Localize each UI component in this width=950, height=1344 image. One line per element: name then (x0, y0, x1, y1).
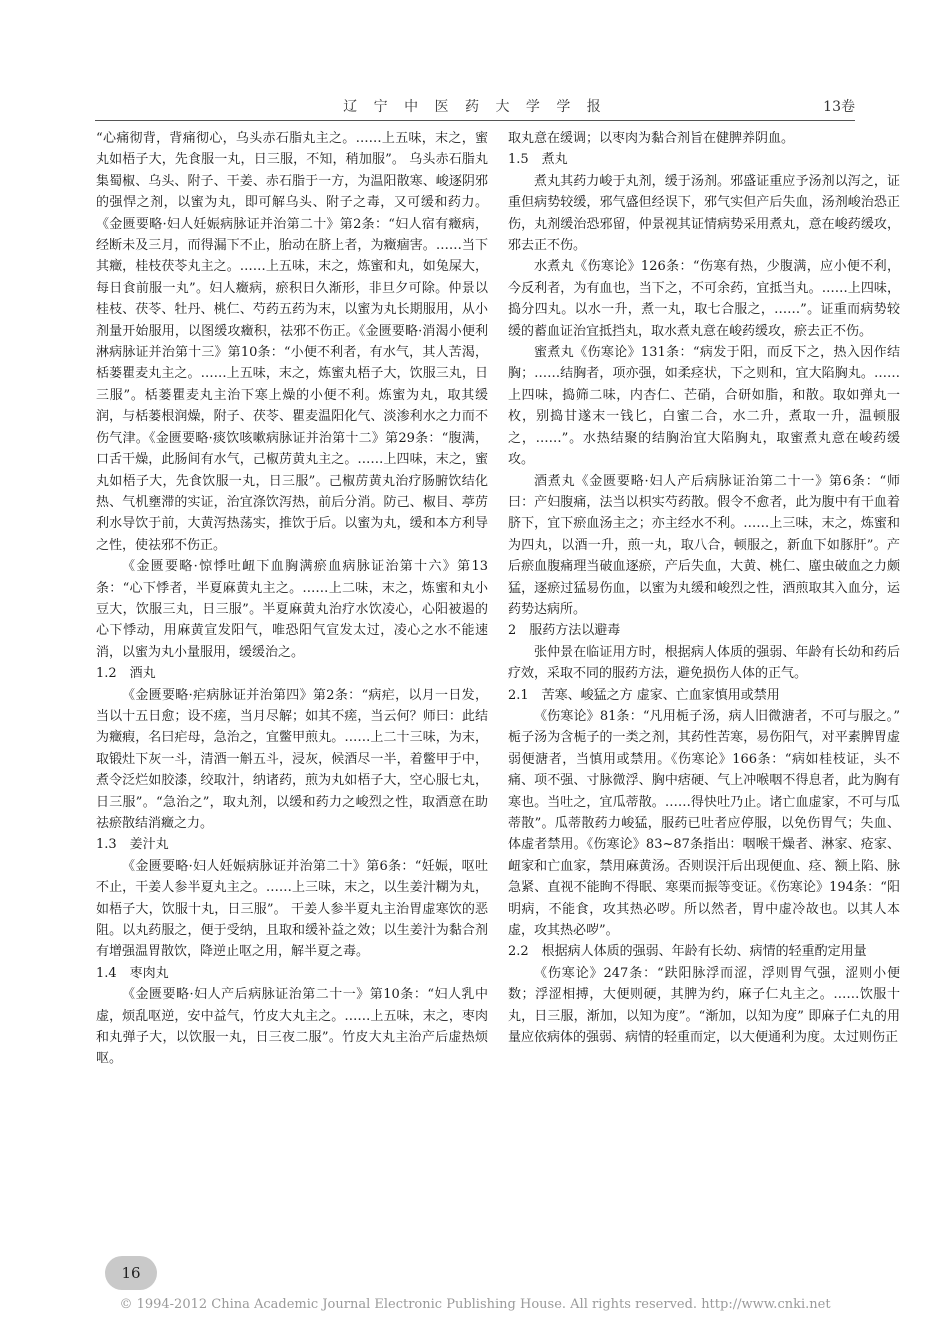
paragraph: 蜜煮丸《伤寒论》131条：“病发于阳，而反下之，热入因作结胸；……结胸者，项亦强，如柔痉状，下之则和，宜大陷胸丸。……上四味，捣筛二味，内杏仁、芒硝，合研如脂，和散。取如弹丸一枚，别捣甘遂末一钱匕，白蜜二合，水二升，煮取一升，温顿服之，……”。水热结聚的结胸治宜大陷胸丸，取蜜煮丸意在峻药缓攻。 (508, 345, 900, 468)
paragraph: 《金匮要略·疟病脉证并治第四》第2条：“病疟，以月一日发，当以十五日愈；设不瘥，当月尽解；如其不瘥，当云何？师曰：此结为癥瘕，名曰疟母，急治之，宜鳖甲煎丸。……上二十三味，为末，取锻灶下灰一斗，清酒一斛五斗，浸灰，候酒尽一半，着鳖甲于中，煮令泛烂如胶漆，绞取汁，纳诸药，煎为丸如梧子大，空心服七丸，日三服”。“急治之”，取丸剂，以缓和药力之峻烈之性，取酒意在助祛瘀散结消癥之力。 (96, 687, 488, 831)
paragraph: 《伤寒论》247条：“趺阳脉浮而涩，浮则胃气强，涩则小便数；浮涩相搏，大便则硬，其脾为约，麻子仁丸主之。……饮服十丸，日三服，渐加，以知为度”。“渐加，以知为度” 即麻子仁丸的用量应依病体的强弱、病情的轻重而定，以大便通利为度。太过则伤正 (508, 965, 900, 1046)
right-column (508, 128, 900, 1048)
copyright-footer: © 1994-2012 China Academic Journal Electronic Publishing House. All rights reserved. http://www.cnki.net (119, 1297, 831, 1312)
section-heading: 2 服药方法以避毒 (508, 623, 621, 639)
page-number: 16 (105, 1256, 157, 1290)
section-heading: 2.2 根据病人体质的强弱、年龄有长幼、病情的轻重酌定用量 (508, 944, 867, 960)
paragraph: 酒煮丸《金匮要略·妇人产后病脉证治第二十一》第6条：“师曰：产妇腹痛，法当以枳实芍药散。假令不愈者，此为腹中有干血着脐下，宜下瘀血汤主之；亦主经水不利。……上三味，末之，炼蜜和为四丸，以酒一升，煎一丸，取八合，顿服之，新血下如豚肝”。产后瘀血腹痛理当破血逐瘀，产后失血，大黄、桃仁、䗪虫破血之力颇猛，逐瘀过猛易伤血，以蜜为丸缓和峻烈之性，酒煎取其入血分，运药势达病所。 (508, 473, 900, 617)
section-heading: 1.2 酒丸 (96, 666, 156, 682)
volume-label: 13卷 (823, 99, 855, 115)
header-rule (95, 120, 855, 121)
section-heading: 1.4 枣肉丸 (96, 965, 169, 981)
paragraph: 张仲景在临证用方时，根据病人体质的强弱、年龄有长幼和药后疗效，采取不同的服药方法，避免损伤人体的正气。 (508, 644, 900, 682)
paragraph: 取丸意在缓调；以枣肉为黏合剂旨在健脾养阴血。 (508, 131, 795, 146)
journal-title: 辽 宁 中 医 药 大 学 学 报 (343, 99, 607, 115)
section-heading: 1.3 姜汁丸 (96, 837, 169, 853)
section-heading: 2.1 苦寒、峻猛之方 虚家、亡血家慎用或禁用 (508, 687, 780, 703)
page-header (0, 92, 950, 122)
paragraph: 煮丸其药力峻于丸剂，缓于汤剂。邪盛证重应予汤剂以泻之，证重但病势较缓，邪气盛但经误下，邪气实但产后失血，汤剂峻治恐正伤，丸剂缓治恐邪留，仲景视其证情病势采用煮丸，意在峻药缓攻，邪去正不伤。 (508, 173, 900, 254)
paragraph: 《金匮要略·妇人妊娠病脉证并治第二十》第6条：“妊娠，呕吐不止，干姜人参半夏丸主之。……上三味，末之，以生姜汁糊为丸，如梧子大，饮服十丸，日三服”。 干姜人参半夏丸主治胃虚寒饮的恶阻。以丸药服之，便于受纳，且取和缓补益之效；以生姜汁为黏合剂有增强温胃散饮，降逆止呕之用，解半夏之毒。 (96, 858, 488, 960)
paragraph: “心痛彻背，背痛彻心，乌头赤石脂丸主之。……上五味，末之，蜜丸如梧子大，先食服一丸，日三服，不知，稍加服”。 乌头赤石脂丸集蜀椒、乌头、附子、干姜、赤石脂于一方，为温阳散寒、峻逐阴邪的强悍之剂，以蜜为丸，即可解乌头、附子之毒，又可缓和药力。《金匮要略·妇人妊娠病脉证并治第二十》第2条：“妇人宿有癥病，经断未及三月，而得漏下不止，胎动在脐上者，为癥痼害。……当下其癥，桂枝茯苓丸主之。……上五味，末之，炼蜜和丸，如兔屎大，每日食前服一丸”。妇人癥病，瘀积日久渐形，非旦夕可除。仲景以桂枝、茯苓、牡丹、桃仁、芍药五药为末，以蜜为丸长期服用，从小剂量开始服用，以图缓攻癥积，祛邪不伤正。《金匮要略·消渴小便利淋病脉证并治第十三》第10条：“小便不利者，有水气，其人苦渴，栝蒌瞿麦丸主之。……上五味，末之，炼蜜丸梧子大，饮服三丸，日三服”。栝蒌瞿麦丸主治下寒上燥的小便不利。炼蜜为丸，取其缓润，与栝蒌根润燥，附子、茯苓、瞿麦温阳化气、淡渗利水之力而不伤气津。《金匮要略·痰饮咳嗽病脉证并治第十二》第29条：“腹满，口舌干燥，此肠间有水气，己椒苈黄丸主之。……上四味，末之，蜜丸如梧子大，先食饮服一丸，日三服”。己椒苈黄丸治疗肠腑饮结化热、气机壅滞的实证，治宜涤饮泻热，前后分消。防己、椒目、葶苈利水导饮于前，大黄泻热荡实，推饮于后。以蜜为丸，缓和本方利导之性，使祛邪不伤正。 (96, 131, 488, 553)
paragraph: 《伤寒论》81条：“凡用栀子汤，病人旧微溏者，不可与服之。” 栀子汤为含栀子的一类之剂，其药性苦寒，易伤阳气，对平素脾胃虚弱便溏者，当慎用或禁用。《伤寒论》166条：“病如桂枝证，头不痛、项不强、寸脉微浮、胸中痞硬、气上冲喉咽不得息者，此为胸有寒也。当吐之，宜瓜蒂散。……得快吐乃止。诸亡血虚家，不可与瓜蒂散”。瓜蒂散药力峻猛，服药已吐者应停服，以免伤胃气；失血、体虚者禁用。《伤寒论》83~87条指出：咽喉干燥者、淋家、疮家、衄家和亡血家，禁用麻黄汤。否则误汗后出现便血、痉、额上陷、脉急紧、直视不能眴不得眠、寒栗而振等变证。《伤寒论》194条：“阳明病，不能食，攻其热必哕。所以然者，胃中虚冷故也。以其人本虚，攻其热必哕”。 (508, 708, 900, 939)
paragraph: 《金匮要略·妇人产后病脉证治第二十一》第10条：“妇人乳中虚，烦乱呕逆，安中益气，竹皮大丸主之。……上五味，末之，枣肉和丸弹子大，以饮服一丸，日三夜二服”。竹皮大丸主治产后虚热烦呕。 (96, 987, 488, 1067)
left-column (96, 128, 488, 1070)
paragraph: 水煮丸《伤寒论》126条：“伤寒有热，少腹满，应小便不利，今反利者，为有血也，当下之，不可余药，宜抵当丸。……上四味，捣分四丸。以水一升，煮一丸，取七合服之，……”。证重而病势较缓的蓄血证治宜抵挡丸，取水煮丸意在峻药缓攻，瘀去正不伤。 (508, 259, 900, 339)
section-heading: 1.5 煮丸 (508, 152, 568, 168)
paragraph: 《金匮要略·惊悸吐衄下血胸满瘀血病脉证治第十六》第13条：“心下悸者，半夏麻黄丸主之。……上二味，末之，炼蜜和丸小豆大，饮服三丸，日三服”。半夏麻黄丸治疗水饮凌心，心阳被遏的心下悸动，用麻黄宣发阳气，唯恐阳气宣发太过，凌心之水不能速消，以蜜为丸小量服用，缓缓治之。 (96, 559, 488, 660)
